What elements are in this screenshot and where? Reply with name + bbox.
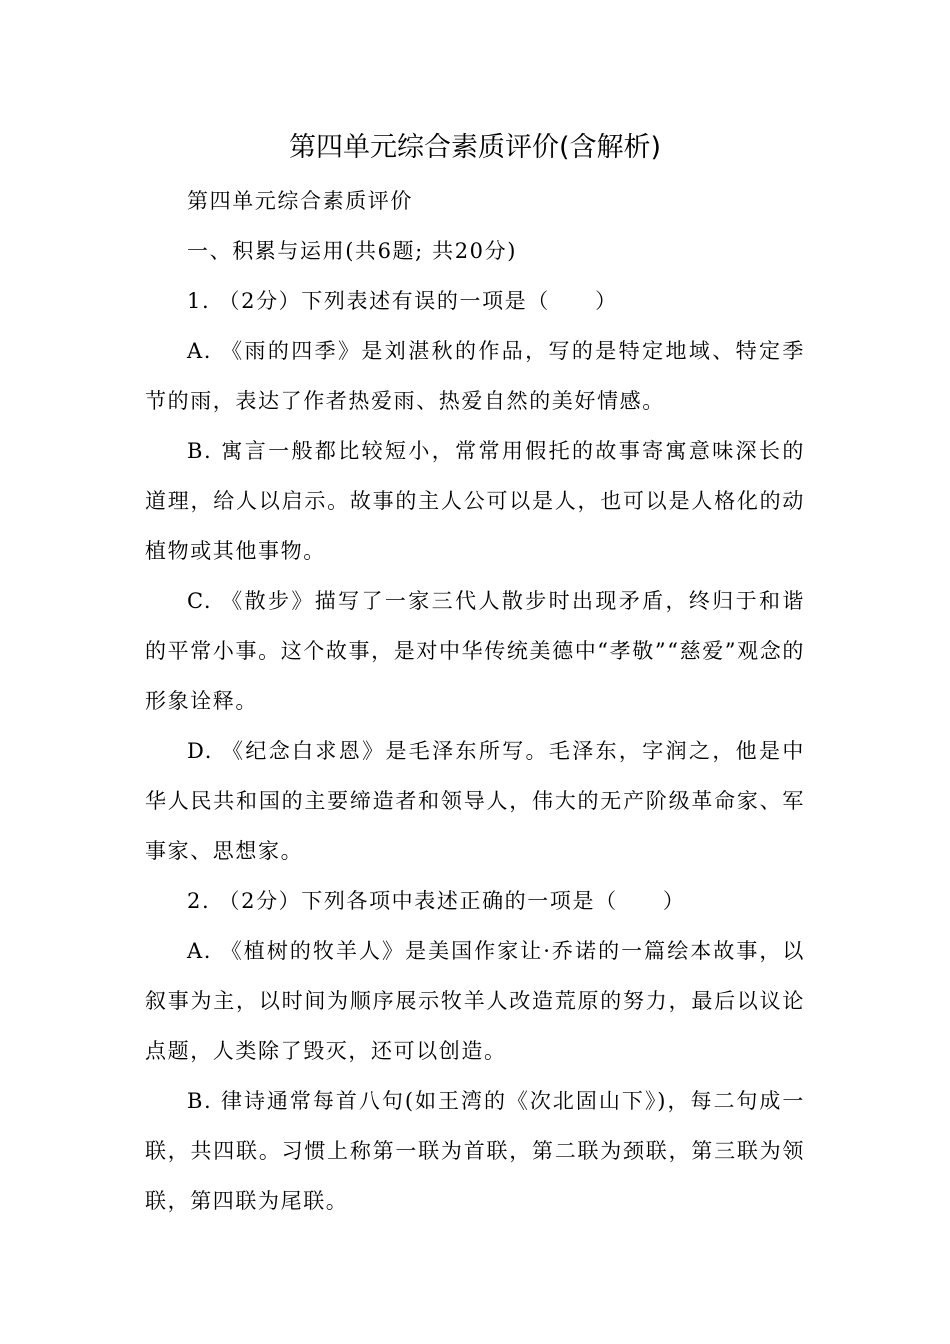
question-1-option-d: D. 《纪念白求恩》是毛泽东所写。毛泽东，字润之，他是中华人民共和国的主要缔造者和领导人，伟大的无产阶级革命家、军事家、思想家。 (145, 739, 805, 863)
question-2-option-b: B. 律诗通常每首八句(如王湾的《次北固山下》)，每二句成一联，共四联。习惯上称第一联为首联，第二联为颈联，第三联为领联，第四联为尾联。 (145, 1089, 805, 1213)
question-1-option-c: C. 《散步》描写了一家三代人散步时出现矛盾，终归于和谐的平常小事。这个故事，是对中华传统美德中“孝敬”“慈爱”观念的形象诠释。 (145, 589, 805, 713)
document-subtitle: 第四单元综合素质评价 (187, 189, 413, 213)
document-title: 第四单元综合素质评价(含解析) (288, 132, 662, 163)
section-heading: 一、积累与运用(共6题; 共20分) (187, 239, 518, 263)
question-1-option-a: A. 《雨的四季》是刘湛秋的作品，写的是特定地域、特定季节的雨，表达了作者热爱雨、热爱自然的美好情感。 (145, 339, 805, 413)
question-2-option-a: A. 《植树的牧羊人》是美国作家让·乔诺的一篇绘本故事，以叙事为主，以时间为顺序展示牧羊人改造荒原的努力，最后以议论点题，人类除了毁灭，还可以创造。 (145, 939, 805, 1063)
document-body (145, 176, 805, 1226)
question-1-stem: 1. （2分）下列表述有误的一项是（ ） (187, 289, 618, 313)
question-2-stem: 2. （2分）下列各项中表述正确的一项是（ ） (187, 889, 686, 913)
question-1-option-b: B. 寓言一般都比较短小，常常用假托的故事寄寓意味深长的道理，给人以启示。故事的主人公可以是人，也可以是人格化的动植物或其他事物。 (145, 439, 805, 563)
